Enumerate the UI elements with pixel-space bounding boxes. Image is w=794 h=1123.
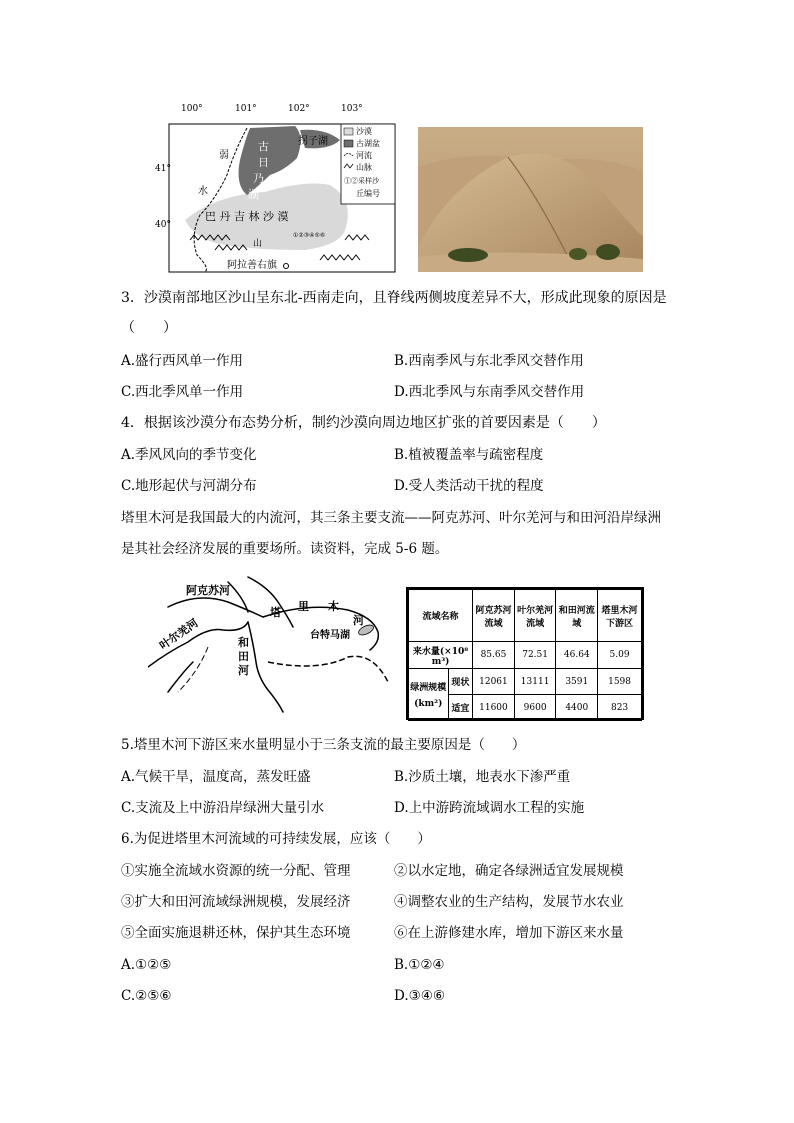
table-suitable-hotan: 4400: [556, 695, 598, 721]
table-water-hotan: 46.64: [556, 642, 598, 669]
table-water-label: 来水量(×10⁸ m³): [409, 642, 473, 669]
q6-stem: 6.为促进塔里木河流域的可持续发展，应该（ ）: [121, 831, 431, 847]
q4-option-d[interactable]: D.受人类活动干扰的程度: [394, 478, 544, 494]
lat-label-40: 40°: [155, 220, 171, 230]
table-header-name: 流域名称: [409, 590, 473, 642]
hotan-river-char: 田: [238, 650, 249, 663]
q6-item-1: ①实施全流域水资源的统一分配、管理: [121, 863, 351, 879]
desert-photo: [418, 127, 643, 272]
tarim-river-char: 木: [328, 600, 339, 613]
table-oasis-label: 绿洲规模: [410, 683, 447, 693]
table-suitable-tarim: 823: [598, 695, 642, 721]
q3-stem: 3．沙漠南部地区沙山呈东北-西南走向，且脊线两侧坡度差异不大，形成此现象的原因是: [121, 290, 667, 306]
table-current-hotan: 3591: [556, 669, 598, 695]
river-ruoshui-char: 水: [198, 186, 208, 197]
q5-option-a[interactable]: A.气候干旱，温度高，蒸发旺盛: [121, 769, 311, 785]
table-water-yarkand: 72.51: [514, 642, 556, 669]
table-current-label: 现状: [448, 669, 473, 695]
lat-label-41: 41°: [155, 164, 171, 174]
intro-line-1: 塔里木河是我国最大的内流河，其三条主要支流——阿克苏河、叶尔羌河与和田河沿岸绿洲: [121, 510, 661, 526]
lon-label-102: 102°: [288, 104, 310, 114]
legend-sample: ①②采样沙: [344, 177, 379, 185]
table-suitable-aksu: 11600: [473, 695, 515, 721]
taitema-lake-label: 台特马湖: [310, 630, 350, 641]
q5-option-c[interactable]: C.支流及上中游沿岸绿洲大量引水: [121, 800, 325, 816]
q5-option-d[interactable]: D.上中游跨流域调水工程的实施: [394, 800, 585, 816]
table-suitable-label: 适宜: [448, 695, 473, 721]
hotan-river-char: 河: [238, 664, 249, 677]
q4-option-a[interactable]: A.季风风向的季节变化: [121, 447, 257, 463]
yarkand-river-label: 叶尔羌河: [157, 616, 201, 653]
sample-points-label: ①②③④⑤⑥: [293, 232, 326, 239]
lake-gurinai-char: 日: [258, 156, 269, 169]
aksu-river-label: 阿克苏河: [186, 584, 230, 597]
table-oasis-label-cell: [409, 669, 449, 721]
legend-river: 河流: [356, 151, 372, 160]
tarim-river-char: 河: [353, 614, 364, 627]
q3-option-d[interactable]: D.西北季风与东南季风交替作用: [394, 384, 585, 400]
q6-option-b[interactable]: B.①②④: [394, 957, 445, 973]
table-current-tarim: 1598: [598, 669, 642, 695]
town-label: 阿拉善右旗: [227, 260, 277, 271]
q5-option-b[interactable]: B.沙质土壤，地表水下渗严重: [394, 769, 571, 785]
lon-label-103: 103°: [341, 104, 363, 114]
flow-table-wrapper: [406, 587, 644, 720]
dune-photo-graphic: [418, 127, 643, 272]
table-water-aksu: 85.65: [473, 642, 515, 669]
table-oasis-unit: (km²): [414, 699, 443, 709]
q6-item-4: ④调整农业的生产结构，发展节水农业: [394, 894, 624, 910]
flow-table: [408, 589, 642, 721]
lake-gurinai-char: 乃: [253, 172, 264, 185]
table-header-tarim-lower: 塔里木河下游区: [598, 590, 642, 642]
table-current-aksu: 12061: [473, 669, 515, 695]
tarim-river-char: 里: [298, 600, 309, 613]
hotan-river-char: 和: [238, 636, 249, 649]
legend-desert: 沙漠: [356, 127, 372, 136]
legend-sample-2: 丘编号: [356, 189, 380, 198]
legend-ancient-lake: 古湖盆: [356, 139, 380, 148]
table-current-yarkand: 13111: [514, 669, 556, 695]
q6-item-2: ②以水定地，确定各绿洲适宜发展规模: [394, 863, 624, 879]
legend-mountain: 山脉: [356, 163, 372, 172]
q5-stem: 5.塔里木河下游区来水量明显小于三条支流的最主要原因是（ ）: [121, 737, 526, 753]
desert-map: [155, 100, 400, 275]
tarim-map-graphic: [148, 572, 393, 717]
q6-item-3: ③扩大和田河流域绿洲规模，发展经济: [121, 894, 351, 910]
lon-label-100: 100°: [181, 104, 203, 114]
q3-option-b[interactable]: B.西南季风与东北季风交替作用: [394, 353, 584, 369]
lake-gurinai-char: 古: [258, 140, 269, 153]
tarim-river-char: 塔: [270, 606, 281, 619]
q4-option-c[interactable]: C.地形起伏与河湖分布: [121, 478, 257, 494]
lon-label-101: 101°: [235, 104, 257, 114]
desert-name-label: 巴 丹 吉 林 沙 漠: [205, 210, 289, 223]
lake-gurinai-char: 湖: [248, 188, 259, 201]
river-ruoshui-char: 弱: [219, 150, 229, 161]
q6-option-d[interactable]: D.③④⑥: [394, 988, 445, 1004]
table-suitable-yarkand: 9600: [514, 695, 556, 721]
table-header-yarkand: 叶尔羌河流域: [514, 590, 556, 642]
q6-item-6: ⑥在上游修建水库，增加下游区来水量: [394, 925, 624, 941]
q6-option-c[interactable]: C.②⑤⑥: [121, 988, 172, 1004]
q6-option-a[interactable]: A.①②⑤: [121, 957, 172, 973]
table-header-hotan: 和田河流域: [556, 590, 598, 642]
q3-option-a[interactable]: A.盛行西风单一作用: [121, 353, 244, 369]
lake-guaizi-label: 拐子湖: [298, 136, 328, 147]
table-header-aksu: 阿克苏河流域: [473, 590, 515, 642]
intro-line-2: 是其社会经济发展的重要场所。读资料，完成 5-6 题。: [121, 541, 449, 557]
q3-blank: （ ）: [121, 320, 177, 336]
q3-option-c[interactable]: C.西北季风单一作用: [121, 384, 244, 400]
q4-option-b[interactable]: B.植被覆盖率与疏密程度: [394, 447, 544, 463]
table-water-tarim: 5.09: [598, 642, 642, 669]
mountain-label: 山: [253, 239, 263, 249]
tarim-map: [148, 572, 393, 717]
q6-item-5: ⑤全面实施退耕还林，保护其生态环境: [121, 925, 351, 941]
q4-stem: 4．根据该沙漠分布态势分析，制约沙漠向周边地区扩张的首要因素是（ ）: [121, 415, 606, 431]
